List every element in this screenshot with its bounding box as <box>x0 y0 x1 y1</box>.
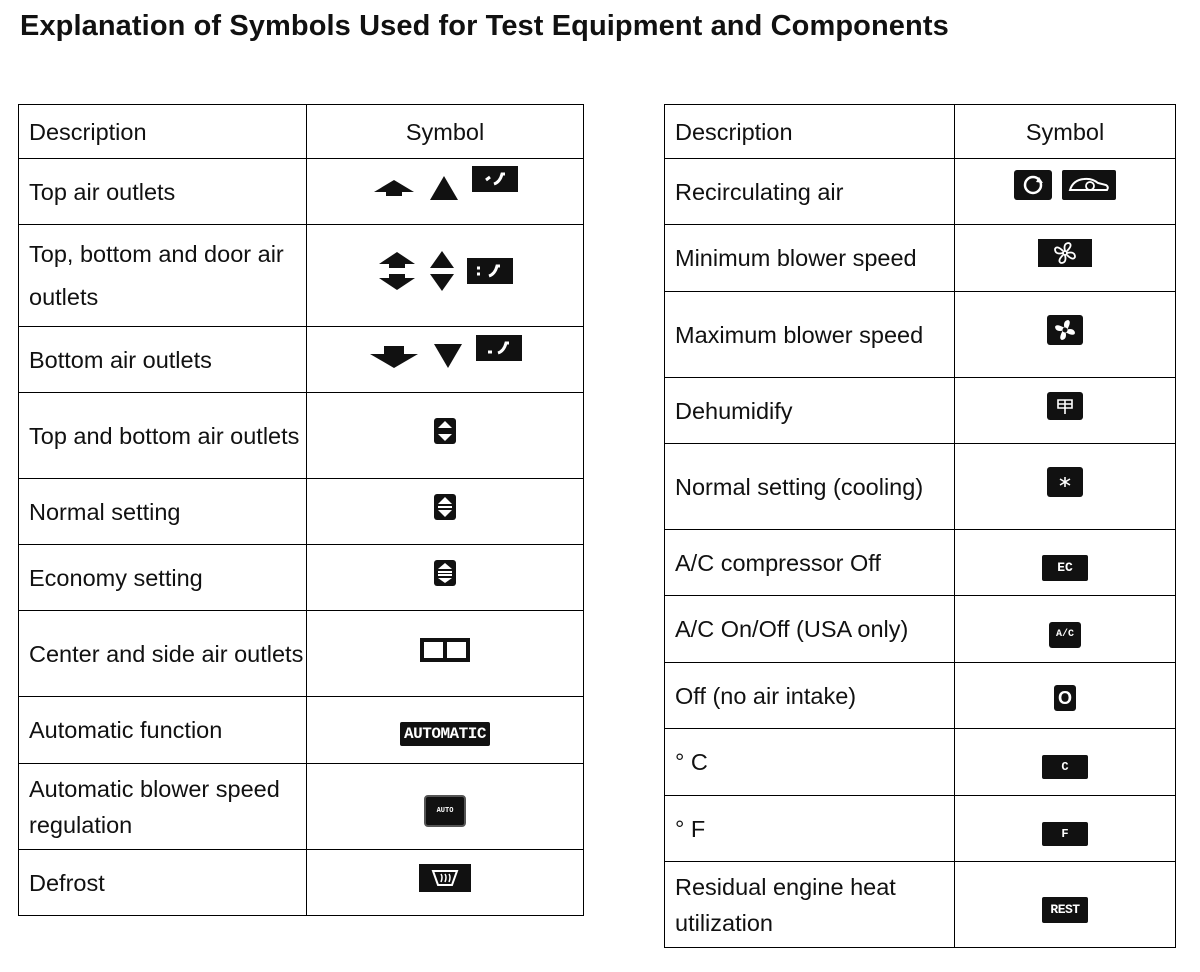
cooling-icon <box>1047 467 1083 497</box>
automatic-function-icon: AUTOMATIC <box>400 722 490 746</box>
row-description: Bottom air outlets <box>19 327 307 393</box>
row-description: Top air outlets <box>19 159 307 225</box>
description-header: Description <box>19 105 307 159</box>
row-description: Automatic function <box>19 697 307 764</box>
symbol-header: Symbol <box>955 105 1176 159</box>
fahrenheit-icon: F <box>1042 822 1088 846</box>
auto-blower-icon: AUTO <box>424 795 466 827</box>
table-header-row <box>19 105 584 159</box>
off-icon: O <box>1054 685 1076 711</box>
symbol-header: Symbol <box>307 105 584 159</box>
row-description: Normal setting (cooling) <box>665 444 955 530</box>
page-title: Explanation of Symbols Used for Test Equipment and Components <box>20 10 949 42</box>
row-description: Maximum blower speed <box>665 292 955 378</box>
table-row <box>19 479 584 545</box>
row-description: Recirculating air <box>665 159 955 225</box>
table-row <box>665 292 1176 378</box>
table-row <box>665 729 1176 796</box>
table-row <box>19 697 584 764</box>
row-description: Off (no air intake) <box>665 663 955 729</box>
table-row <box>19 611 584 697</box>
table-row <box>665 444 1176 530</box>
top-air-outlets-icon <box>372 172 518 202</box>
table-row <box>19 545 584 611</box>
top-bottom-door-outlets-icon <box>377 250 513 292</box>
economy-setting-icon <box>434 560 456 586</box>
table-row <box>19 159 584 225</box>
symbols-table-right <box>664 104 1176 948</box>
row-description: Center and side air outlets <box>19 611 307 697</box>
row-description: ° F <box>665 796 955 862</box>
row-description: Automatic blower speed regulation <box>19 764 307 850</box>
row-description: Dehumidify <box>665 378 955 444</box>
table-row <box>665 663 1176 729</box>
row-description: Defrost <box>19 850 307 916</box>
rest-icon: REST <box>1042 897 1088 923</box>
recirculating-air-icon <box>1014 170 1116 200</box>
normal-setting-icon <box>434 494 456 520</box>
symbols-table-left <box>18 104 584 916</box>
description-header: Description <box>665 105 955 159</box>
bottom-air-outlets-icon <box>368 340 522 370</box>
row-description: Top and bottom air outlets <box>19 393 307 479</box>
table-row <box>19 764 584 850</box>
minimum-blower-icon <box>1038 239 1092 267</box>
table-row <box>19 393 584 479</box>
celsius-icon: C <box>1042 755 1088 779</box>
table-row <box>19 225 584 327</box>
row-description: ° C <box>665 729 955 796</box>
maximum-blower-icon <box>1047 315 1083 345</box>
center-side-outlets-icon <box>420 638 470 662</box>
table-row <box>665 530 1176 596</box>
row-description: Normal setting <box>19 479 307 545</box>
row-description: Minimum blower speed <box>665 225 955 292</box>
row-description: Top, bottom and door air outlets <box>19 225 307 327</box>
ac-on-off-icon: A/C <box>1049 622 1081 648</box>
dehumidify-icon <box>1047 392 1083 420</box>
table-row <box>665 862 1176 948</box>
compressor-off-icon: EC <box>1042 555 1088 581</box>
table-row <box>665 596 1176 663</box>
table-row <box>19 327 584 393</box>
table-header-row <box>665 105 1176 159</box>
top-bottom-outlets-icon <box>434 418 456 444</box>
table-row <box>665 159 1176 225</box>
row-description: Residual engine heat utilization <box>665 862 955 948</box>
row-description: Economy setting <box>19 545 307 611</box>
table-row <box>19 850 584 916</box>
defrost-icon <box>419 864 471 892</box>
row-description: A/C On/Off (USA only) <box>665 596 955 663</box>
table-row <box>665 378 1176 444</box>
table-row <box>665 225 1176 292</box>
row-description: A/C compressor Off <box>665 530 955 596</box>
table-row <box>665 796 1176 862</box>
